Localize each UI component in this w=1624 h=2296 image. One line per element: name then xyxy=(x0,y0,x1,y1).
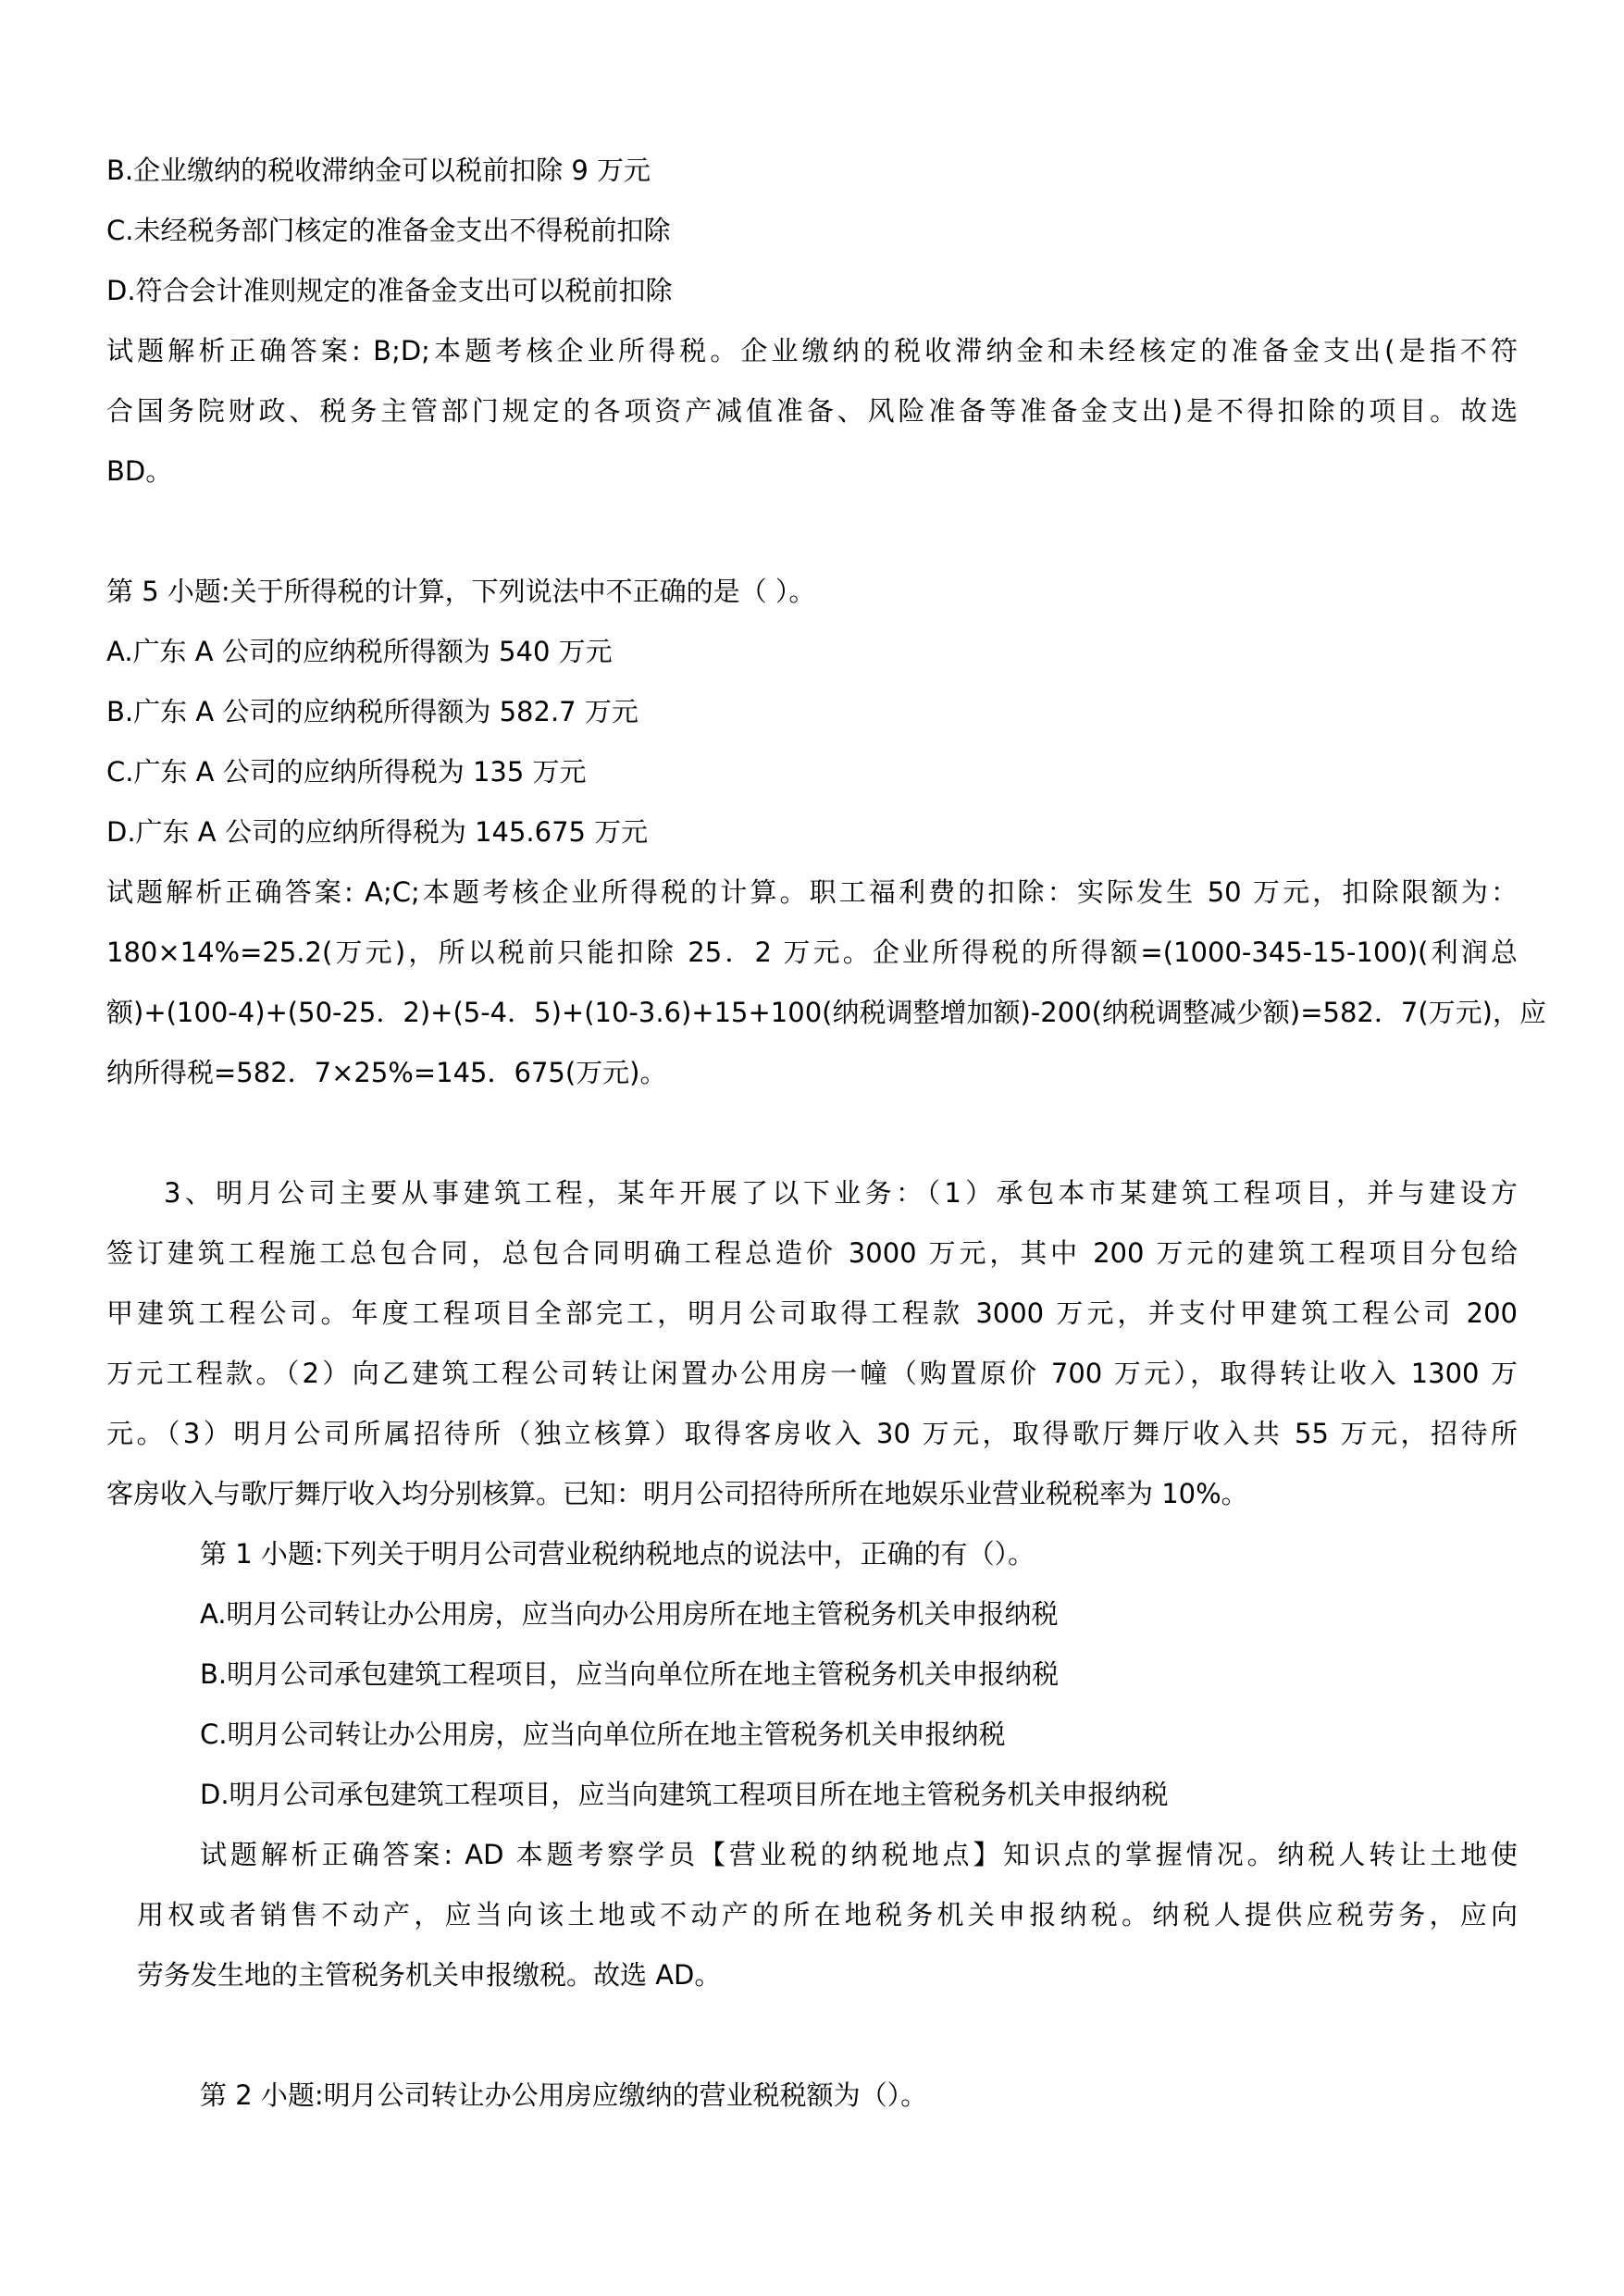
answer-explanation-line: 180×14%=25.2(万元)，所以税前只能扣除 25．2 万元。企业所得税的所得额=(1000-345-15-100)(利润总 xyxy=(106,937,1518,968)
answer-explanation-line: 合国务院财政、税务主管部门规定的各项资产减值准备、风险准备等准备金支出)是不得扣除的项目。故选 xyxy=(106,395,1518,427)
answer-explanation-line: 试题解析正确答案: AD 本题考察学员【营业税的纳税地点】知识点的掌握情况。纳税人转让土地使 xyxy=(200,1839,1518,1870)
option-c-line: C.未经税务部门核定的准备金支出不得税前扣除 xyxy=(106,215,671,246)
case-paragraph-line: 签订建筑工程施工总包合同，总包合同明确工程总造价 3000 万元，其中 200 万元的建筑工程项目分包给 xyxy=(106,1237,1518,1269)
option-a-line: A.明月公司转让办公用房，应当向办公用房所在地主管税务机关申报纳税 xyxy=(200,1598,1059,1630)
option-b-line: B.广东 A 公司的应纳税所得额为 582.7 万元 xyxy=(106,696,638,727)
answer-explanation-line: 劳务发生地的主管税务机关申报缴税。故选 AD。 xyxy=(137,1959,722,1991)
case-paragraph-line: 万元工程款。（2）向乙建筑工程公司转让闲置办公用房一幢（购置原价 700 万元），取得转让收入 1300 万 xyxy=(106,1358,1518,1389)
question-heading: 第 2 小题:明月公司转让办公用房应缴纳的营业税税额为（）。 xyxy=(200,2079,928,2111)
case-paragraph-line: 3、明月公司主要从事建筑工程，某年开展了以下业务：（1）承包本市某建筑工程项目，并与建设方 xyxy=(164,1177,1518,1209)
case-paragraph-line: 客房收入与歌厅舞厅收入均分别核算。已知：明月公司招待所所在地娱乐业营业税税率为 10%。 xyxy=(106,1478,1248,1509)
option-c-line: C.明月公司转让办公用房，应当向单位所在地主管税务机关申报纳税 xyxy=(200,1719,1006,1750)
question-heading: 第 5 小题:关于所得税的计算，下列说法中不正确的是（ ）。 xyxy=(106,576,816,607)
answer-explanation-line: 用权或者销售不动产，应当向该土地或不动产的所在地税务机关申报纳税。纳税人提供应税劳务，应向 xyxy=(137,1899,1518,1930)
answer-explanation-line: 额)+(100-4)+(50-25．2)+(5-4．5)+(10-3.6)+15+100(纳税调整增加额)-200(纳税调整减少额)=582．7(万元)，应 xyxy=(106,997,1546,1028)
answer-explanation-line: 试题解析正确答案: B;D;本题考核企业所得税。企业缴纳的税收滞纳金和未经核定的准备金支出(是指不符 xyxy=(106,335,1518,366)
option-b-line: B.明月公司承包建筑工程项目，应当向单位所在地主管税务机关申报纳税 xyxy=(200,1658,1060,1690)
case-paragraph-line: 甲建筑工程公司。年度工程项目全部完工，明月公司取得工程款 3000 万元，并支付甲建筑工程公司 200 xyxy=(106,1297,1518,1329)
option-d-line: D.符合会计准则规定的准备金支出可以税前扣除 xyxy=(106,275,673,306)
answer-explanation-line: 纳所得税=582．7×25%=145．675(万元)。 xyxy=(106,1057,667,1088)
option-b-line: B.企业缴纳的税收滞纳金可以税前扣除 9 万元 xyxy=(106,155,651,186)
option-d-line: D.广东 A 公司的应纳所得税为 145.675 万元 xyxy=(106,816,649,848)
question-heading: 第 1 小题:下列关于明月公司营业税纳税地点的说法中，正确的有（）。 xyxy=(200,1538,1035,1570)
answer-explanation-line: 试题解析正确答案: A;C;本题考核企业所得税的计算。职工福利费的扣除：实际发生 50 万元，扣除限额为： xyxy=(106,876,1518,908)
option-d-line: D.明月公司承包建筑工程项目，应当向建筑工程项目所在地主管税务机关申报纳税 xyxy=(200,1779,1169,1810)
option-c-line: C.广东 A 公司的应纳所得税为 135 万元 xyxy=(106,756,587,788)
answer-explanation-line: BD。 xyxy=(106,455,173,487)
case-paragraph-line: 元。（3）明月公司所属招待所（独立核算）取得客房收入 30 万元，取得歌厅舞厅收入共 55 万元，招待所 xyxy=(106,1418,1518,1449)
option-a-line: A.广东 A 公司的应纳税所得额为 540 万元 xyxy=(106,636,613,667)
